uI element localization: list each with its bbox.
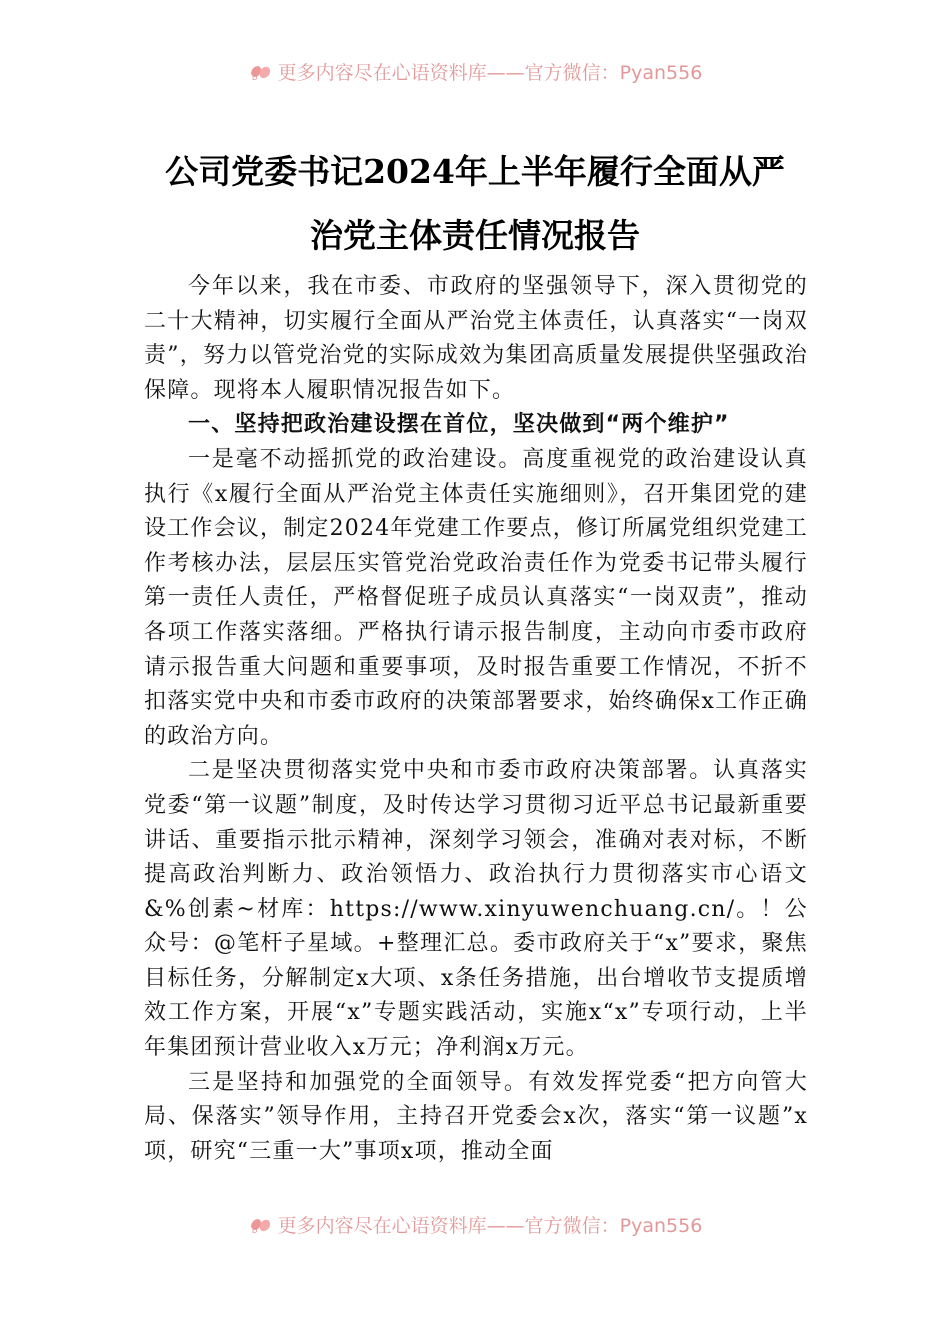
document-body — [144, 270, 808, 1169]
svg-text:D: D — [251, 74, 258, 82]
watermark-footer — [0, 1211, 950, 1237]
watermark-logo-icon — [248, 60, 274, 82]
title-line-1: 公司党委书记2024年上半年履行全面从严 — [165, 152, 785, 191]
watermark-logo-icon — [248, 1213, 274, 1235]
watermark-text: 更多内容尽在心语资料库——官方微信：Pyan556 — [277, 61, 703, 84]
watermark-text: 更多内容尽在心语资料库——官方微信：Pyan556 — [277, 1214, 703, 1237]
watermark-header — [0, 58, 950, 84]
document-title — [90, 140, 860, 268]
paragraph-point-2: 二是坚决贯彻落实党中央和市委市政府决策部署。认真落实党委“第一议题”制度，及时传达学习贯彻习近平总书记最新重要讲话、重要指示批示精神，深刻学习领会，准确对表对标，不断提高政治判断力、政治领悟力、政治执行力贯彻落实市心语文&%创素~材库：https://www.xinyuwenchuang.cn/。！公众号：@笔杆子星域。+整理汇总。委市政府关于“x”要求，聚焦目标任务，分解制定x大项、x条任务措施，出台增收节支提质增效工作方案，开展“x”专题实践活动，实施x“x”专项行动，上半年集团预计营业收入x万元；净利润x万元。 — [144, 758, 808, 1061]
svg-text:D: D — [251, 1227, 258, 1235]
section-heading-1: 一、坚持把政治建设摆在首位，坚决做到“两个维护” — [188, 412, 730, 438]
title-line-2: 治党主体责任情况报告 — [310, 216, 640, 255]
intro-paragraph: 今年以来，我在市委、市政府的坚强领导下，深入贯彻党的二十大精神，切实履行全面从严治党主体责任，认真落实“一岗双责”，努力以管党治党的实际成效为集团高质量发展提供坚强政治保障。现将本人履职情况报告如下。 — [144, 274, 808, 403]
paragraph-point-1: 一是毫不动摇抓党的政治建设。高度重视党的政治建设认真执行《x履行全面从严治党主体责任实施细则》，召开集团党的建设工作会议，制定2024年党建工作要点，修订所属党组织党建工作考核办法，层层压实管党治党政治责任作为党委书记带头履行第一责任人责任，严格督促班子成员认真落实“一岗双责”，推动各项工作落实落细。严格执行请示报告制度，主动向市委市政府请示报告重大问题和重要事项，及时报告重要工作情况，不折不扣落实党中央和市委市政府的决策部署要求，始终确保x工作正确的政治方向。 — [144, 446, 808, 749]
paragraph-point-3: 三是坚持和加强党的全面领导。有效发挥党委“把方向管大局、保落实”领导作用，主持召开党委会x次，落实“第一议题”x项，研究“三重一大”事项x项，推动全面 — [144, 1069, 808, 1164]
